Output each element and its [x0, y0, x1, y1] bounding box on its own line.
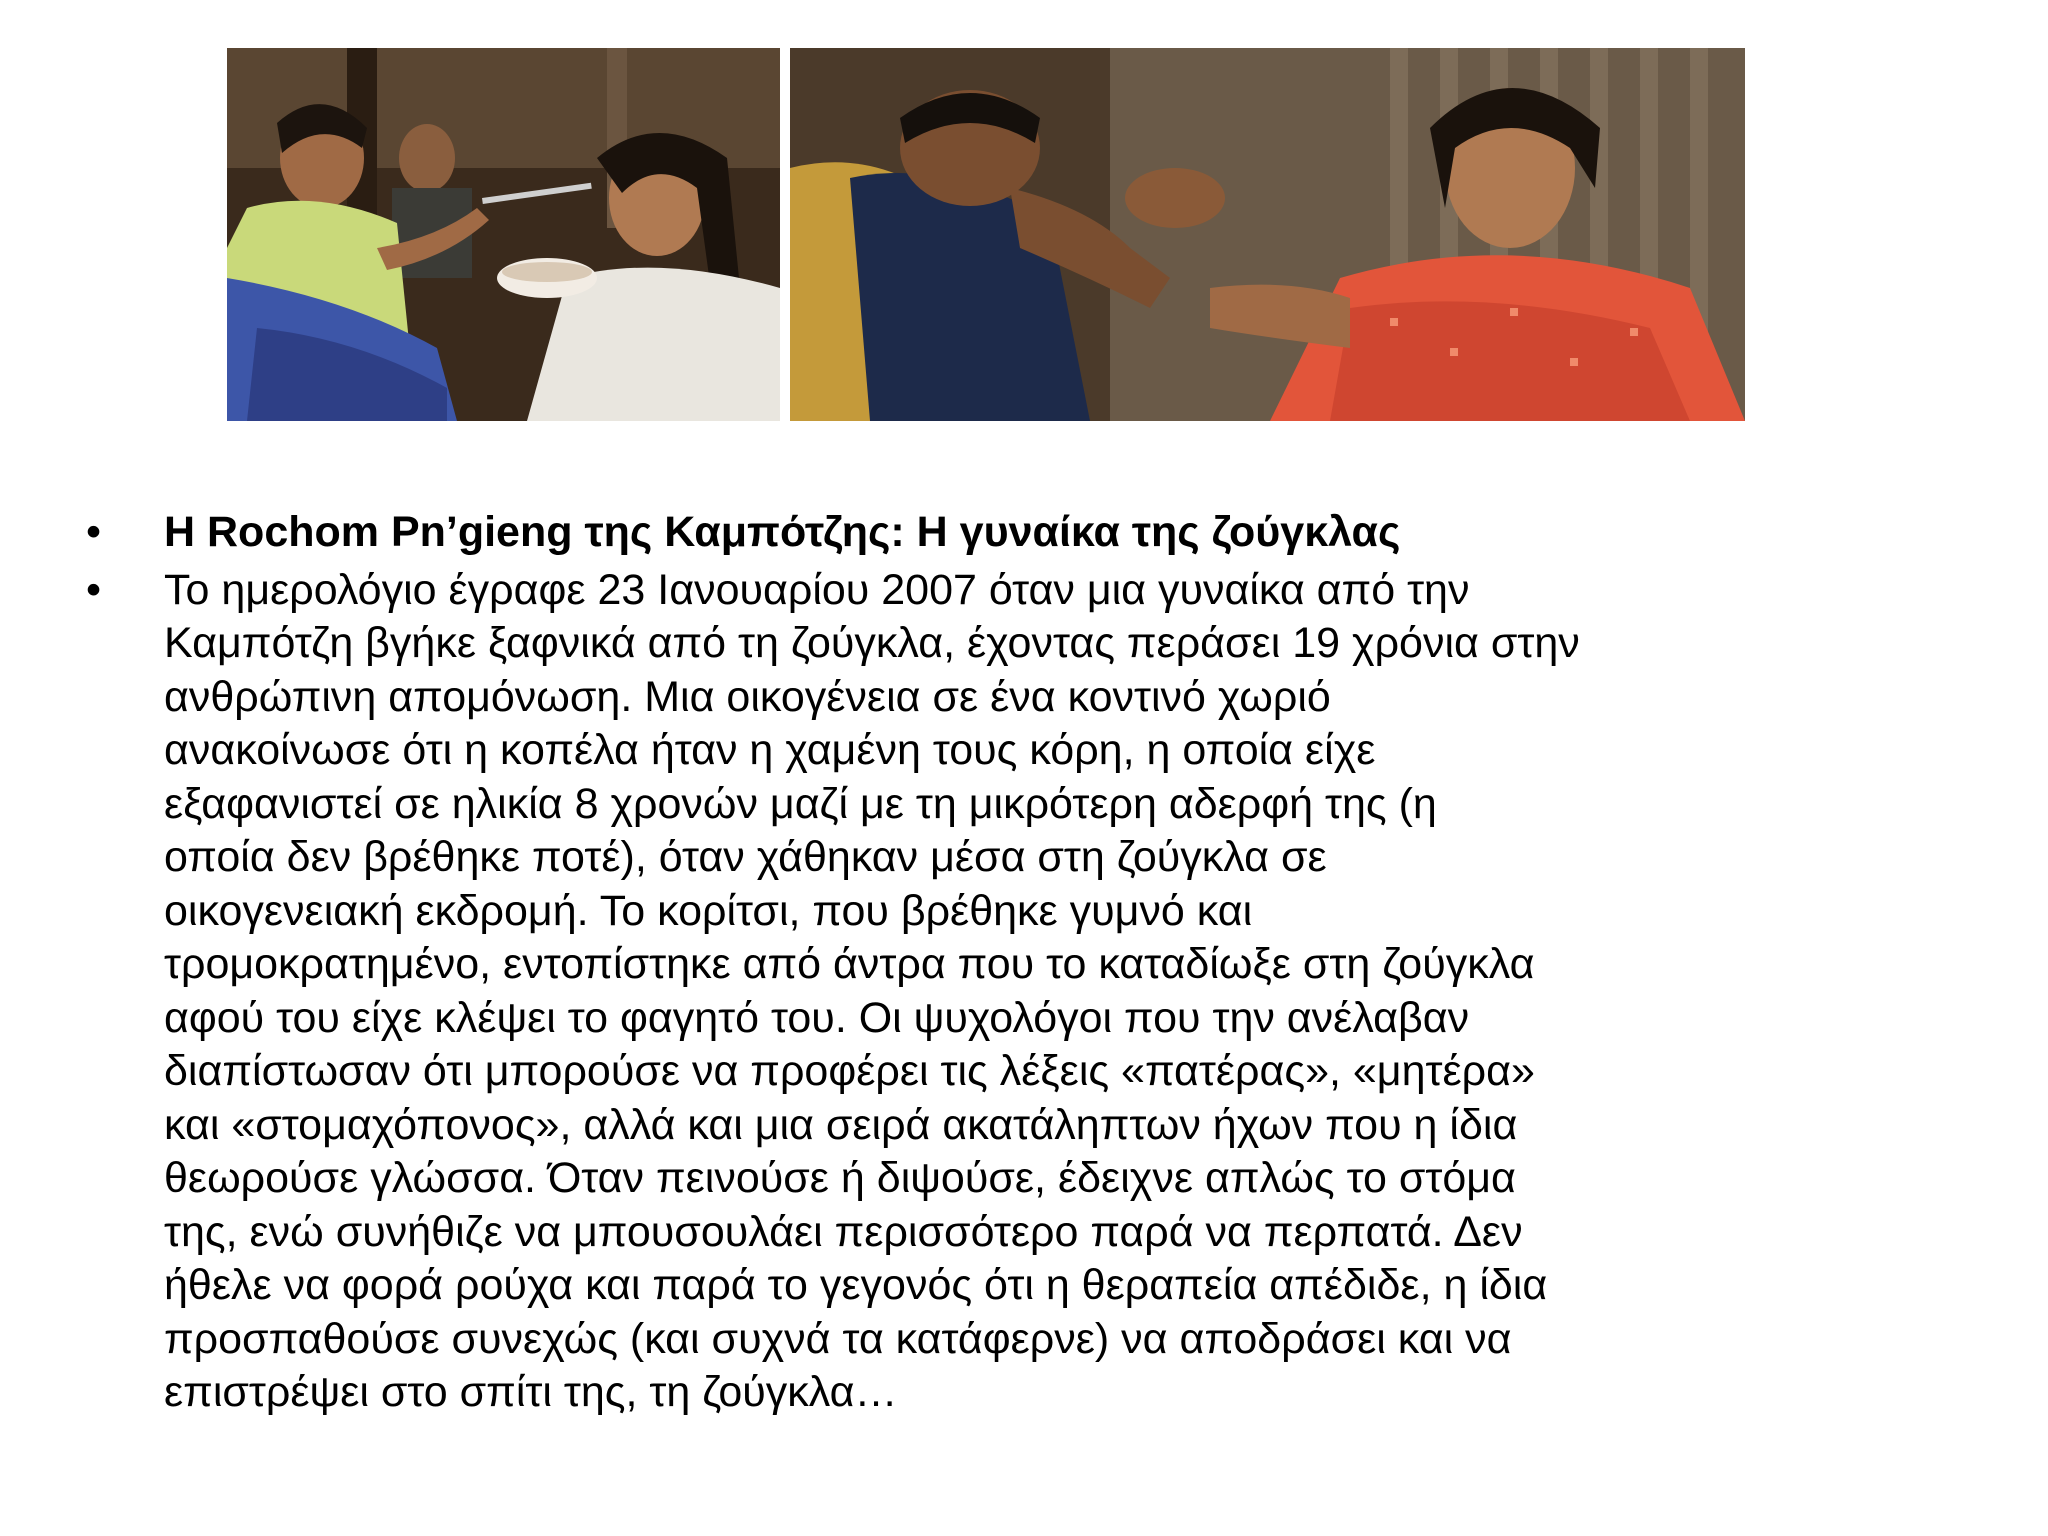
bullet-body-item [86, 564, 1986, 1420]
bullet-marker: • [86, 565, 102, 614]
photo-praying-image [790, 48, 1745, 421]
photo-feeding-image [227, 48, 780, 421]
photo-strip [227, 48, 1745, 421]
body-line: αφού του είχε κλέψει το φαγητό του. Οι ψυχολόγοι που την ανέλαβαν [164, 993, 1470, 1042]
body-line: Το ημερολόγιο έγραφε 23 Ιανουαρίου 2007 όταν μια γυναίκα από την [164, 565, 1470, 614]
body-line: της, ενώ συνήθιζε να μπουσουλάει περισσότερο παρά να περπατά. Δεν [164, 1207, 1523, 1256]
body-line: τρομοκρατημένο, εντοπίστηκε από άντρα που το καταδίωξε στη ζούγκλα [164, 940, 1535, 988]
photo-feeding [227, 48, 780, 421]
body-line: προσπαθούσε συνεχώς (και συχνά τα κατάφερνε) να αποδράσει και να [164, 1314, 1512, 1363]
bullet-list [86, 506, 1986, 1420]
body-line: επιστρέψει στο σπίτι της, τη ζούγκλα… [164, 1368, 898, 1416]
bullet-marker: • [86, 508, 102, 556]
body-line: θεωρούσε γλώσσα. Όταν πεινούσε ή διψούσε, έδειχνε απλώς το στόμα [164, 1154, 1516, 1202]
body-line: ανακοίνωσε ότι η κοπέλα ήταν η χαμένη τους κόρη, η οποία είχε [164, 726, 1376, 774]
photo-praying [790, 48, 1745, 421]
body-line: Καμπότζη βγήκε ξαφνικά από τη ζούγκλα, έχοντας περάσει 19 χρόνια στην [164, 619, 1580, 667]
body-line: εξαφανιστεί σε ηλικία 8 χρονών μαζί με τη μικρότερη αδερφή της (η [164, 779, 1437, 828]
slide-heading: Η Rochom Pn’gieng της Καμπότζης: Η γυναίκα της ζούγκλας [164, 508, 1401, 556]
body-line: οποία δεν βρέθηκε ποτέ), όταν χάθηκαν μέσα στη ζούγκλα σε [164, 833, 1327, 881]
body-line: οικογενειακή εκδρομή. Το κορίτσι, που βρέθηκε γυμνό και [164, 886, 1253, 935]
body-line: ανθρώπινη απομόνωση. Μια οικογένεια σε ένα κοντινό χωριό [164, 672, 1331, 721]
bullet-heading-item [86, 506, 1986, 560]
body-line: και «στομαχόπονος», αλλά και μια σειρά ακατάληπτων ήχων που η ίδια [164, 1100, 1518, 1149]
body-line: ήθελε να φορά ρούχα και παρά το γεγονός ότι η θεραπεία απέδιδε, η ίδια [164, 1261, 1548, 1309]
body-line: διαπίστωσαν ότι μπορούσε να προφέρει τις λέξεις «πατέρας», «μητέρα» [164, 1047, 1535, 1095]
